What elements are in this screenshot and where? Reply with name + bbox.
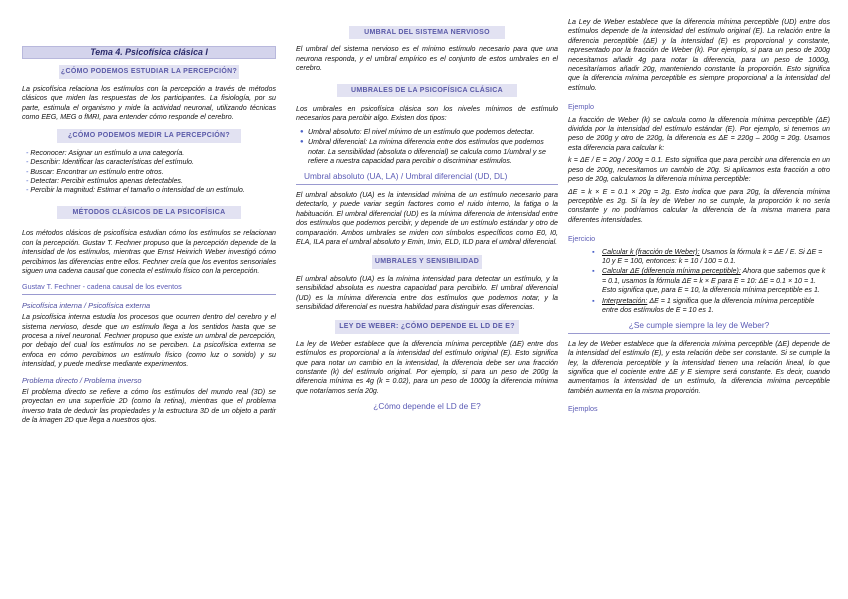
section-heading: UMBRALES Y SENSIBILIDAD xyxy=(372,255,482,268)
exercise-list xyxy=(568,248,830,316)
list-item: ● Umbral diferencial: La mínima diferencia entre dos estímulos que podemos notar. La sensibilidad (absoluta o diferencial) se calcula como 1/umbral y se refiere a nuestra capacidad para percibir o discriminar estímulos. xyxy=(300,138,558,166)
paragraph: ΔE = k × E = 0.1 × 20g = 2g. Esto indica que para 20g, la diferencia mínima perceptible es 2g. Si la ley de Weber no se cumple, la proporción k no sería constante y no podríamos calcular la diferencia de la misma manera para diferentes intensidades. xyxy=(568,187,830,224)
paragraph: La ley de Weber establece que la diferencia mínima perceptible (ΔE) entre dos estímulos es proporcional a la intensidad del estímulo original (E). Esto significa que para notar un cambio en la intensidad, la diferencia debe ser una fracción constante (k) del estímulo original. Por ejemplo, si para un peso de 200g la diferencia mínima es 4g (k = 0.02), para un peso de 1000g la diferencia mínima que notaríamos sería 20g. xyxy=(296,339,558,395)
paragraph: Los métodos clásicos de psicofísica estudian cómo los estímulos se relacionan con la percepción. Gustav T. Fechner propuso que la percepción depende de la intensidad de los estímulos, mientras que Ernst Heinrich Weber investigó cómo percibimos las diferencias entre ellos. Fechner creía que los eventos sensoriales siguen una cadena causal que conecta el estímulo físico con la percepción. xyxy=(22,229,276,275)
column-right xyxy=(568,0,830,418)
subheading: ¿Se cumple siempre la ley de Weber? xyxy=(568,321,830,333)
subheading: Umbral absoluto (UA, LA) / Umbral diferencial (UD, DL) xyxy=(296,172,558,184)
paragraph: La psicofísica relaciona los estímulos con la percepción a través de métodos clásicos que miden las respuestas de los participantes. La fisiología, por su parte, estimula el organismo y mide la actividad neuronal, utilizando técnicas como EEG, MEG o fMRI, para entender cómo responde el cerebro. xyxy=(22,84,276,122)
paragraph: El umbral absoluto (UA) es la mínima intensidad para detectar un estímulo, y la sensibilidad absoluta es nuestra capacidad para percibirlo. El umbral diferencial (UD) es la mínima diferencia entre dos estímulos que podemos notar, y la sensibilidad diferencial es nuestra habilidad para distinguir esas diferencias. xyxy=(296,274,558,311)
list-item: ● Umbral absoluto: El nivel mínimo de un estímulo que podemos detectar. xyxy=(300,128,558,137)
list-item: ▪ Interpretación: ΔE = 1 significa que la diferencia mínima perceptible entre dos estímulos de E = 10 es 1. xyxy=(592,297,830,316)
list-item: - Reconocer: Asignar un estímulo a una categoría. xyxy=(26,149,276,158)
subheading: Gustav T. Fechner - cadena causal de los eventos xyxy=(22,282,276,294)
list-item: - Detectar: Percibir estímulos apenas detectables. xyxy=(26,177,276,186)
paragraph: El problema directo se refiere a cómo los estímulos del mundo real (3D) se proyectan en una superficie 2D (como la retina), mientras que el problema inverso trata de deducir las propiedades y la estructura 3D de un objeto a partir de la imagen 2D que llega a nuestros ojos. xyxy=(22,387,276,425)
subheading: Ejemplos xyxy=(568,404,598,414)
section-heading: LEY DE WEBER: ¿CÓMO DEPENDE EL LD DE E? xyxy=(335,320,519,333)
section-heading: MÉTODOS CLÁSICOS DE LA PSICOFÍSICA xyxy=(57,206,241,219)
section-heading: UMBRAL DEL SISTEMA NERVIOSO xyxy=(349,26,505,39)
list-item: - Percibir la magnitud: Estimar el tamaño o intensidad de un estímulo. xyxy=(26,186,276,195)
list-item: ▪ Calcular k (fracción de Weber): Usamos la fórmula k = ΔE / E. Si ΔE = 10 y E = 100, entonces: k = 10 / 100 = 0.1. xyxy=(592,248,830,267)
subheading: Ejercicio xyxy=(568,234,596,244)
paragraph: La fracción de Weber (k) se calcula como la diferencia mínima perceptible (ΔE) dividida por la intensidad del estímulo estándar (E). Por ejemplo, si tenemos un peso de 200g y otro de 220g, la diferencia es ΔE = 220g – 200g = 20g. Usamos esta diferencia para calcular k: xyxy=(568,115,830,152)
measure-list xyxy=(22,149,276,196)
list-item: - Describir: Identificar las características del estímulo. xyxy=(26,158,276,167)
subheading: Problema directo / Problema inverso xyxy=(22,375,142,385)
column-left xyxy=(22,0,276,429)
threshold-list xyxy=(296,128,558,167)
page-title: Tema 4. Psicofísica clásica I xyxy=(22,46,276,59)
paragraph: Los umbrales en psicofísica clásica son los niveles mínimos de estímulo necesarios para percibir algo. Existen dos tipos: xyxy=(296,105,558,123)
paragraph: La psicofísica interna estudia los procesos que ocurren dentro del cerebro y el sistema nervioso, desde que un estímulo llega a los sentidos hasta que se procesa a nivel neuronal. Fechner propuso que existe un umbral de percepción, por debajo del cual los estímulos no se perciben. La psicofísica externa se enfoca en cómo percibimos un estímulo físico (como luz o sonido) y su intensidad, y puede medirse mediante experimentos. xyxy=(22,313,276,369)
paragraph: El umbral absoluto (UA) es la intensidad mínima de un estímulo necesario para detectarlo, y puede variar según factores como el ruido interno, la fatiga o la habituación. El umbral diferencial (UD) es la mínima diferencia de intensidad entre dos estímulos que podemos percibir, y depende de un estímulo estándar y otro de comparación. Ambos umbrales se miden con símbolos específicos como E0, I0, ELA, ILA para el umbral absoluto y Emin, Imin, ELD, ILD para el umbral diferencial. xyxy=(296,190,558,246)
list-item: ▪ Calcular ΔE (diferencia mínima perceptible): Ahora que sabemos que k = 0.1, usamos la fórmula ΔE = k × E para E = 10: ΔE = 0.1 × 10 = 1. Esto significa que, para E = 10, la diferencia mínima perceptible es 1. xyxy=(592,267,830,295)
subheading: Ejemplo xyxy=(568,102,594,112)
paragraph: La Ley de Weber establece que la diferencia mínima perceptible (UD) entre dos estímulos depende de la intensidad del estímulo original (E). La relación entre la diferencia perceptible (ΔE) y la intensidad (E) es proporcional y constante, representado por la fracción de Weber (k). Por ejemplo, si para un peso de 200g necesitamos añadir 4g para notar la diferencia, para un peso de 1000g, necesitaríamos añadir 20g, manteniendo constante la proporción. Esto significa que la diferencia mínima perceptible es siempre proporcional a la intensidad del estímulo. xyxy=(568,18,830,92)
subheading: ¿Cómo depende el LD de E? xyxy=(373,401,481,412)
paragraph: El umbral del sistema nervioso es el mínimo estímulo necesario para que una neurona responda, y el umbral empírico es el conjunto de estos umbrales en el cerebro. xyxy=(296,45,558,73)
subheading: Psicofísica interna / Psicofísica externa xyxy=(22,300,151,310)
list-item: - Buscar: Encontrar un estímulo entre otros. xyxy=(26,168,276,177)
paragraph: La ley de Weber establece que la diferencia mínima perceptible (ΔE) depende de la intensidad del estímulo (E), y esta relación debe ser constante. Si se cumple la ley, la diferencia perceptible y la intensidad tienen una relación lineal, lo que significa que el cociente entre ΔE y E siempre será constante. Es decir, cuando aumentamos la intensidad de un estímulo, la diferencia mínima perceptible también aumenta en la misma proporción. xyxy=(568,339,830,395)
section-heading: ¿CÓMO PODEMOS ESTUDIAR LA PERCEPCIÓN? xyxy=(59,65,239,78)
section-heading: UMBRALES DE LA PSICOFÍSICA CLÁSICA xyxy=(337,84,517,97)
section-heading: ¿CÓMO PODEMOS MEDIR LA PERCEPCIÓN? xyxy=(57,129,241,142)
paragraph: k = ΔE / E = 20g / 200g = 0.1. Esto significa que para percibir una diferencia en un peso de 200g, necesitamos un cambio de 20g. Si aplicamos esta fracción a otro peso de 20g, calculamos la diferencia mínima perceptible: xyxy=(568,156,830,184)
column-middle xyxy=(296,0,558,418)
